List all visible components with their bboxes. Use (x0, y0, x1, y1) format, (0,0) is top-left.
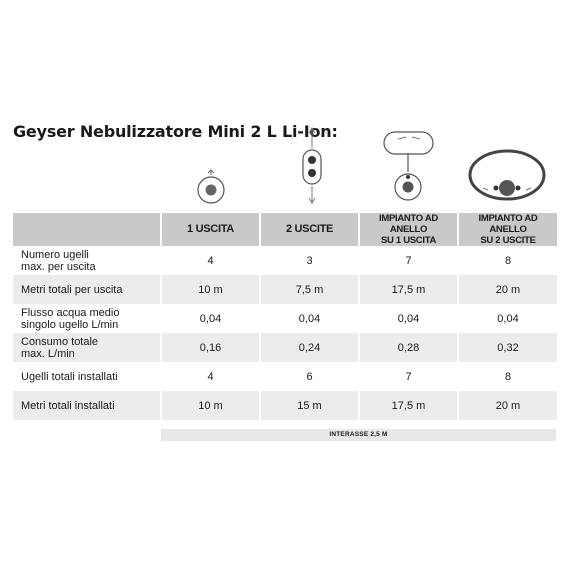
header-anello-1-uscita (359, 213, 458, 246)
page-title: Geyser Nebulizzatore Mini 2 L Li-Ion: (13, 122, 338, 141)
table-cell: 17,5 m (359, 275, 458, 304)
table-cell: 0,24 (260, 333, 359, 362)
table-header-row (13, 213, 557, 246)
header-line: IMPIANTO AD ANELLO (379, 213, 438, 235)
table-cell: 7,5 m (260, 275, 359, 304)
table-row (13, 304, 557, 333)
header-blank-cell (13, 213, 161, 246)
row-label-line: Ugelli totali installati (21, 370, 118, 383)
table-row (13, 246, 557, 275)
table-cell: 6 (260, 362, 359, 391)
table-cell: 20 m (458, 391, 557, 420)
table-row (13, 333, 557, 362)
table-row (13, 362, 557, 391)
row-label (13, 304, 161, 333)
table-cell: 7 (359, 362, 458, 391)
header-line: IMPIANTO AD ANELLO (478, 213, 538, 235)
table-cell: 0,16 (161, 333, 260, 362)
row-label-line: singolo ugello L/min (21, 318, 119, 331)
header-1-uscita: 1 USCITA (161, 213, 260, 246)
table-cell: 0,28 (359, 333, 458, 362)
table-cell: 0,04 (458, 304, 557, 333)
table-cell: 20 m (458, 275, 557, 304)
row-label (13, 333, 161, 362)
table-cell: 8 (458, 246, 557, 275)
footnote: INTERASSE 2,5 M (161, 429, 556, 441)
single-outlet-diagram-icon (198, 170, 224, 203)
row-label-line: Consumo totale (21, 335, 99, 348)
row-label (13, 391, 161, 420)
two-outlets-diagram-icon (303, 128, 321, 203)
table-cell: 10 m (161, 391, 260, 420)
row-label (13, 275, 161, 304)
table-cell: 3 (260, 246, 359, 275)
header-line: SU 1 USCITA (380, 235, 437, 246)
row-label-line: max. per uscita (21, 260, 96, 273)
row-label (13, 246, 161, 275)
table-cell: 4 (161, 362, 260, 391)
header-anello-2-uscite (458, 213, 557, 246)
table-cell: 0,04 (161, 304, 260, 333)
row-label-line: max. L/min (21, 347, 75, 360)
table-cell: 8 (458, 362, 557, 391)
row-label-line: Flusso acqua medio (21, 306, 120, 319)
table-cell: 0,04 (260, 304, 359, 333)
table-row (13, 275, 557, 304)
row-label (13, 362, 161, 391)
ring-one-outlet-diagram-icon (384, 132, 433, 200)
table-cell: 0,32 (458, 333, 557, 362)
table-cell: 17,5 m (359, 391, 458, 420)
table-cell: 7 (359, 246, 458, 275)
table-cell: 4 (161, 246, 260, 275)
row-label-line: Metri totali per uscita (21, 283, 123, 296)
ring-two-outlets-diagram-icon (470, 151, 544, 199)
configuration-diagrams (0, 0, 585, 215)
header-2-uscite: 2 USCITE (260, 213, 359, 246)
table-row (13, 391, 557, 420)
table-cell: 15 m (260, 391, 359, 420)
row-label-line: Metri totali installati (21, 399, 115, 412)
row-label-line: Numero ugelli (21, 248, 89, 261)
specification-table (13, 213, 557, 420)
header-line: SU 2 USCITE (480, 235, 536, 246)
table-cell: 0,04 (359, 304, 458, 333)
table-cell: 10 m (161, 275, 260, 304)
